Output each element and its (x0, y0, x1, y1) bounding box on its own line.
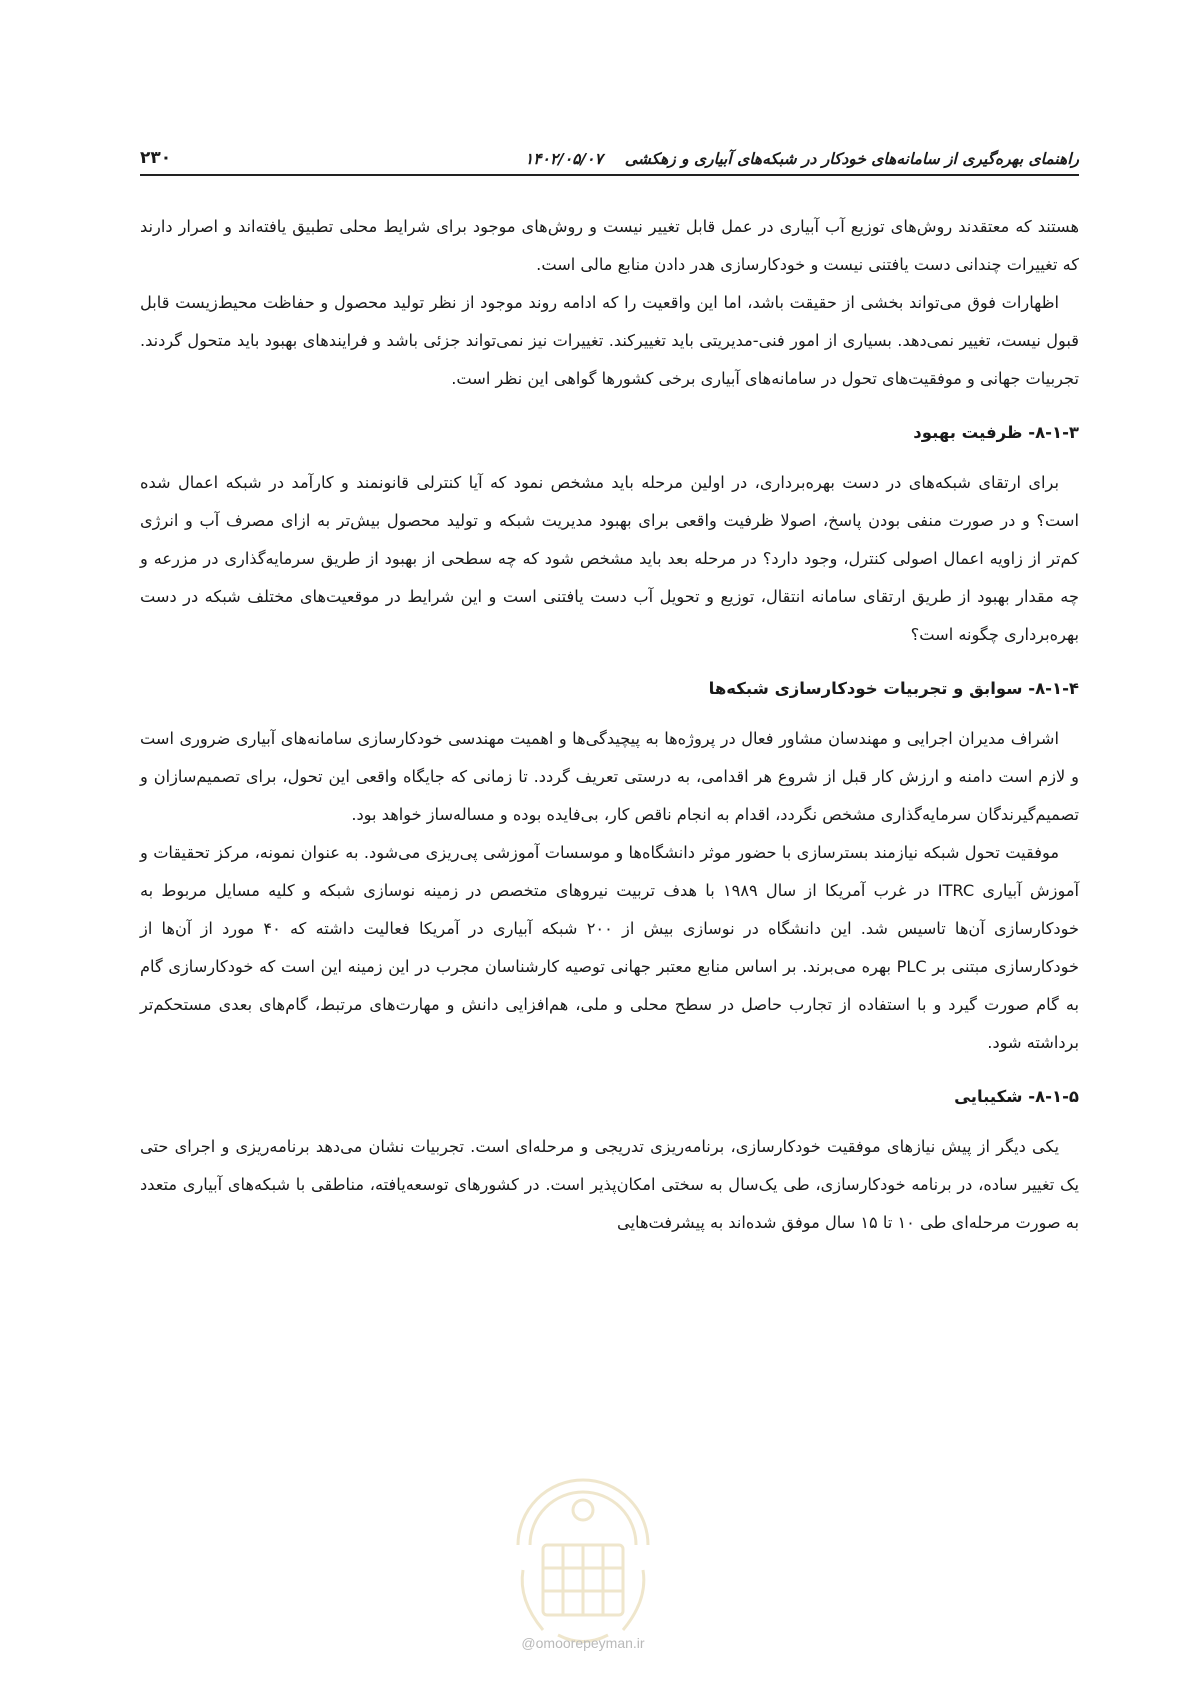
header-title: راهنمای بهره‌گیری از سامانه‌های خودکار در شبکه‌های آبیاری و زهکشی (624, 150, 1079, 168)
paragraph-1: هستند که معتقدند روش‌های توزیع آب آبیاری در عمل قابل تغییر نیست و روش‌های موجود برای شرایط محلی تطبیق یافته‌اند و اصرار دارند که تغییرات چندانی دست یافتنی نیست و خودکارسازی هدر دادن منابع مالی است. (140, 217, 1079, 274)
section-heading-8-1-3: ۸-۱-۳- ظرفیت بهبود (913, 423, 1079, 442)
page-number: ۲۳۰ (140, 148, 172, 168)
section-heading-8-1-5: ۸-۱-۵- شکیبایی (954, 1087, 1079, 1106)
body-content (140, 208, 1079, 1242)
watermark-url: @omoorepeyman.ir (521, 1635, 645, 1651)
paragraph-3: برای ارتقای شبکه‌های در دست بهره‌برداری، در اولین مرحله باید مشخص نمود که آیا کنترلی قانونمند و کارآمد در شبکه اعمال شده است؟ و در صورت منفی بودن پاسخ، اصولا ظرفیت واقعی برای بهبود مدیریت شبکه و تولید محصول بیش‌تر به ازای مصرف آب و انرژی کم‌تر از زاویه اعمال اصولی کنترل، وجود دارد؟ در مرحله بعد باید مشخص شود که چه سطحی از بهبود از طریق سرمایه‌گذاری در مزرعه و چه مقدار بهبود از طریق ارتقای سامانه انتقال، توزیع و تحویل آب دست یافتنی است و این شرایط در موقعیت‌های مختلف شبکه در دست بهره‌برداری چگونه است؟ (140, 473, 1079, 644)
paragraph-5: موفقیت تحول شبکه نیازمند بسترسازی با حضور موثر دانشگاه‌ها و موسسات آموزشی پی‌ریزی می‌شود. به عنوان نمونه، مرکز تحقیقات و آموزش آبیاری ITRC در غرب آمریکا از سال ۱۹۸۹ با هدف تربیت نیروهای متخصص در زمینه نوسازی شبکه و کلیه مسایل مربوط به خودکارسازی آن‌ها تاسیس شد. این دانشگاه در نوسازی بیش از ۲۰۰ شبکه آبیاری در آمریکا فعالیت داشته که ۴۰ مورد از آن‌ها از خودکارسازی مبتنی بر PLC بهره می‌برند. بر اساس منابع معتبر جهانی توصیه کارشناسان مجرب در این زمینه این است که خودکارسازی گام به گام صورت گیرد و با استفاده از تجارب حاصل در سطح محلی و ملی، هم‌افزایی دانش و مهارت‌های مرتبط، گام‌های بعدی مستحکم‌تر برداشته شود. (140, 843, 1080, 1052)
header-date: ۱۴۰۲/۰۵/۰۷ (524, 150, 603, 168)
paragraph-2: اظهارات فوق می‌تواند بخشی از حقیقت باشد، اما این واقعیت را که ادامه روند موجود از نظر تولید محصول و حفاظت محیط‌زیست قابل قبول نیست، تغییر نمی‌دهد. بسیاری از امور فنی-مدیریتی باید تغییرکند. تغییرات نیز نمی‌تواند جزئی باشد و فرایندهای بهبود باید متحول گردند. تجربیات جهانی و موفقیت‌های تحول در سامانه‌های آبیاری برخی کشورها گواهی این نظر است. (140, 293, 1079, 388)
peyman-logo-icon (498, 1450, 668, 1650)
paragraph-6: یکی دیگر از پیش نیازهای موفقیت خودکارسازی، برنامه‌ریزی تدریجی و مرحله‌ای است. تجربیات نشان می‌دهد برنامه‌ریزی و اجرای حتی یک تغییر ساده، در برنامه خودکارسازی، طی یک‌سال به سختی امکان‌پذیر است. در کشورهای توسعه‌یافته، مناطقی با شبکه‌های آبیاری متعدد به صورت مرحله‌ای طی ۱۰ تا ۱۵ سال موفق شده‌اند به پیشرفت‌هایی (140, 1137, 1079, 1232)
paragraph-4: اشراف مدیران اجرایی و مهندسان مشاور فعال در پروژه‌ها به پیچیدگی‌ها و اهمیت مهندسی خودکارسازی سامانه‌های آبیاری ضروری است و لازم است دامنه و ارزش کار قبل از شروع هر اقدامی، به درستی تعریف گردد. تا زمانی که جایگاه واقعی این تحول، برای تصمیم‌سازان و تصمیم‌گیرندگان سرمایه‌گذاری مشخص نگردد، اقدام به انجام ناقص کار، بی‌فایده بوده و مساله‌ساز خواهد بود. (140, 729, 1079, 824)
running-header (140, 128, 1079, 176)
section-heading-8-1-4: ۸-۱-۴- سوابق و تجربیات خودکارسازی شبکه‌ها (708, 679, 1079, 698)
header-title-group (525, 150, 1079, 168)
